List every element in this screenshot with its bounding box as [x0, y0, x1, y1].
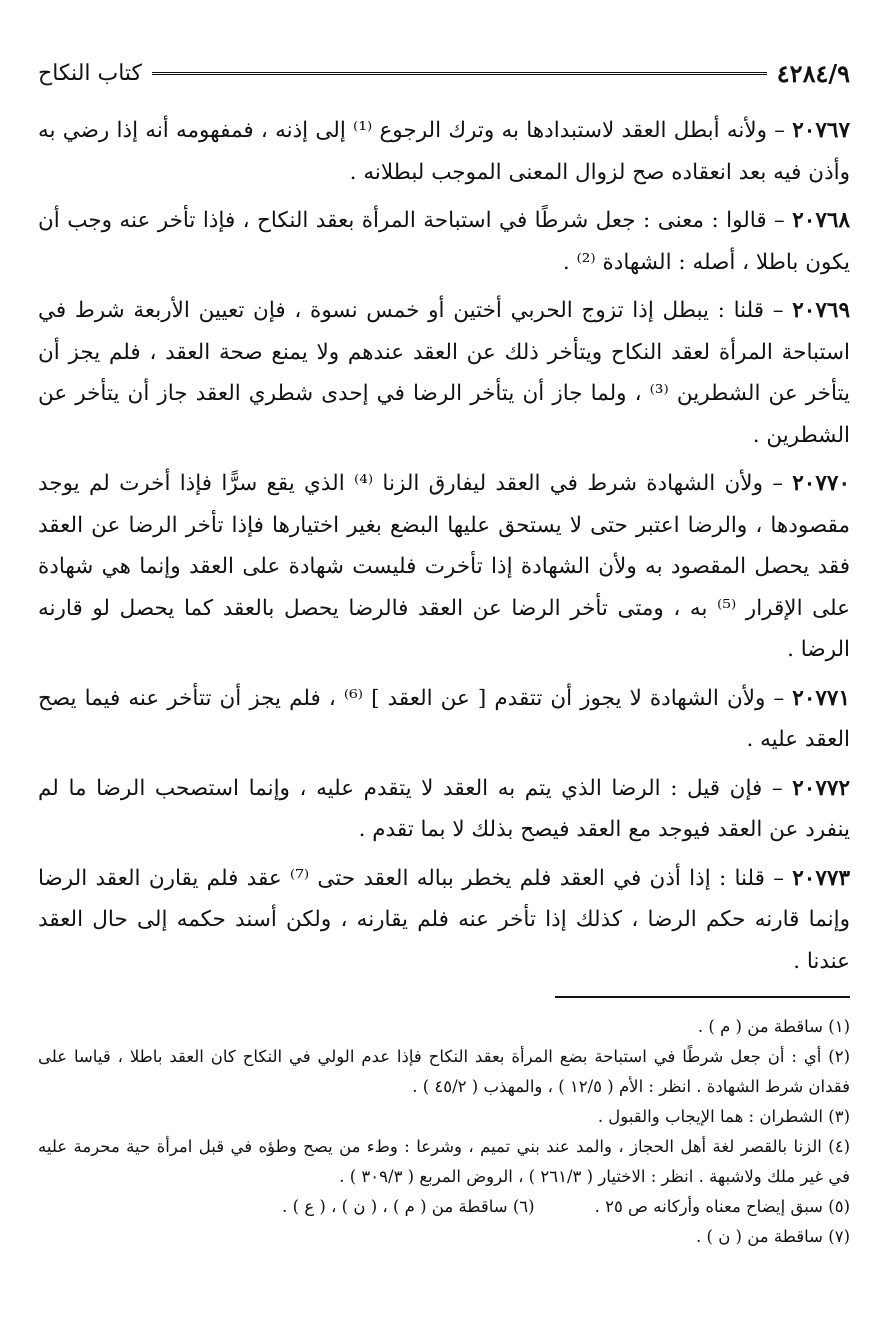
footnote: (٤) الزنا بالقصر لغة أهل الحجاز ، والمد عند بني تميم ، وشرعا : وطء من يصح وطؤه في قبل امرأة حية محرمة عليه في غير ملك ولاشبهة . انظر : الاختيار ( ٢٦١/٣ ) ، الروض المربع ( ٣٠٩/٣ ) .: [38, 1137, 850, 1186]
paragraph-number: ٢٠٧٦٧: [792, 118, 850, 143]
footnote: (٥) سبق إيضاح معناه وأركانه ص ٢٥ .: [594, 1197, 850, 1216]
paragraph-number: ٢٠٧٧١: [792, 685, 851, 711]
footnote: (٣) الشطران : هما الإيجاب والقبول .: [597, 1107, 850, 1126]
page-number: ٤٢٨٤/٩: [776, 58, 850, 88]
footnote: (٧) ساقطة من ( ن ) .: [696, 1227, 850, 1246]
paragraph-number: ٢٠٧٧٠: [792, 471, 850, 496]
paragraph-text: – ولأنه أبطل العقد لاستبدادها به وترك الرجوع ⁽¹⁾ إلى إذنه ، فمفهومه أنه إذا رضي به وأذن فيه بعد انعقاده صح لزوال المعنى الموجب لبطلانه .: [38, 118, 850, 185]
book-title: كتاب النكاح: [38, 60, 143, 86]
paragraph: [38, 463, 850, 671]
paragraph: [38, 110, 850, 193]
footnote: (٦) ساقطة من ( م ) ، ( ن ) ، ( ع ) .: [282, 1197, 535, 1216]
footnote-row: [38, 1192, 850, 1222]
paragraph-number: ٢٠٧٦٨: [792, 208, 850, 233]
footnote-gap: [535, 1192, 595, 1222]
paragraph-text: – قالوا : معنى : جعل شرطًا في استباحة المرأة بعقد النكاح ، فإذا تأخر عنه وجب أن يكون باطلا ، أصله : الشهادة ⁽²⁾ .: [38, 208, 850, 275]
header-rule: [152, 72, 767, 75]
page-header: [38, 50, 850, 96]
paragraph: [38, 290, 850, 456]
paragraph-number: ٢٠٧٧٣: [792, 865, 850, 891]
paragraph: [38, 858, 850, 983]
footnotes: [38, 1012, 850, 1252]
paragraph-text: – ولأن الشهادة شرط في العقد ليفارق الزنا ⁽⁴⁾ الذي يقع سرًّا فإذا أخرت لم يوجد مقصودها ، والرضا اعتبر حتى لا يستحق عليها البضع بغير اختيارها فإذا تأخر الرضا عن العقد فقد يحصل المقصود به ولأن الشهادة إذا تأخرت فليست شهادة على العقد وإنما هي شهادة على الإقرار ⁽⁵⁾ به ، ومتى تأخر الرضا عن العقد فالرضا يحصل بالعقد كما يحصل لو قارنه الرضا .: [38, 471, 850, 662]
paragraph-number: ٢٠٧٦٩: [792, 298, 850, 323]
footnote: (٢) أي : أن جعل شرطًا في استباحة بضع المرأة بعقد النكاح فإذا عدم الولي في النكاح كان العقد باطلا ، قياسا على فقدان شرط الشهادة . انظر : الأم ( ١٢/٥ ) ، والمهذب ( ٤٥/٢ ) .: [38, 1047, 850, 1096]
paragraph-number: ٢٠٧٧٢: [792, 775, 850, 801]
footnote: (١) ساقطة من ( م ) .: [697, 1017, 850, 1036]
main-text: [38, 110, 850, 982]
paragraph: [38, 200, 850, 283]
paragraph-text: – قلنا : إذا أذن في العقد فلم يخطر بباله العقد حتى ⁽⁷⁾ عقد فلم يقارن العقد الرضا وإنما قارنه حكم الرضا ، كذلك إذا تأخر عنه فلم يقارنه ، ولكن أسند حكمه إلى حال العقد عندنا .: [38, 865, 850, 974]
footnote-separator: [555, 996, 850, 998]
paragraph-text: – فإن قيل : الرضا الذي يتم به العقد لا يتقدم عليه ، وإنما استصحب الرضا ما لم ينفرد عن العقد فيوجد مع العقد فيصح بذلك لا بما تقدم .: [38, 775, 850, 842]
paragraph-text: – ولأن الشهادة لا يجوز أن تتقدم [ عن العقد ] ⁽⁶⁾ ، فلم يجز أن تتأخر عنه فيما يصح العقد عليه .: [38, 685, 850, 752]
book-page: [38, 50, 850, 1252]
paragraph-text: – قلنا : يبطل إذا تزوج الحربي أختين أو خمس نسوة ، فإن تعيين الأربعة شرط في استباحة المرأة لعقد النكاح ويتأخر ذلك عن العقد عندهم ولا يمنع صحة العقد ، فلم يجز أن يتأخر عن الشطرين ⁽³⁾ ، ولما جاز أن يتأخر الرضا في إحدى شطري العقد جاز أن يتأخر عن الشطرين .: [38, 298, 850, 448]
paragraph: [38, 678, 850, 761]
paragraph: [38, 768, 850, 851]
